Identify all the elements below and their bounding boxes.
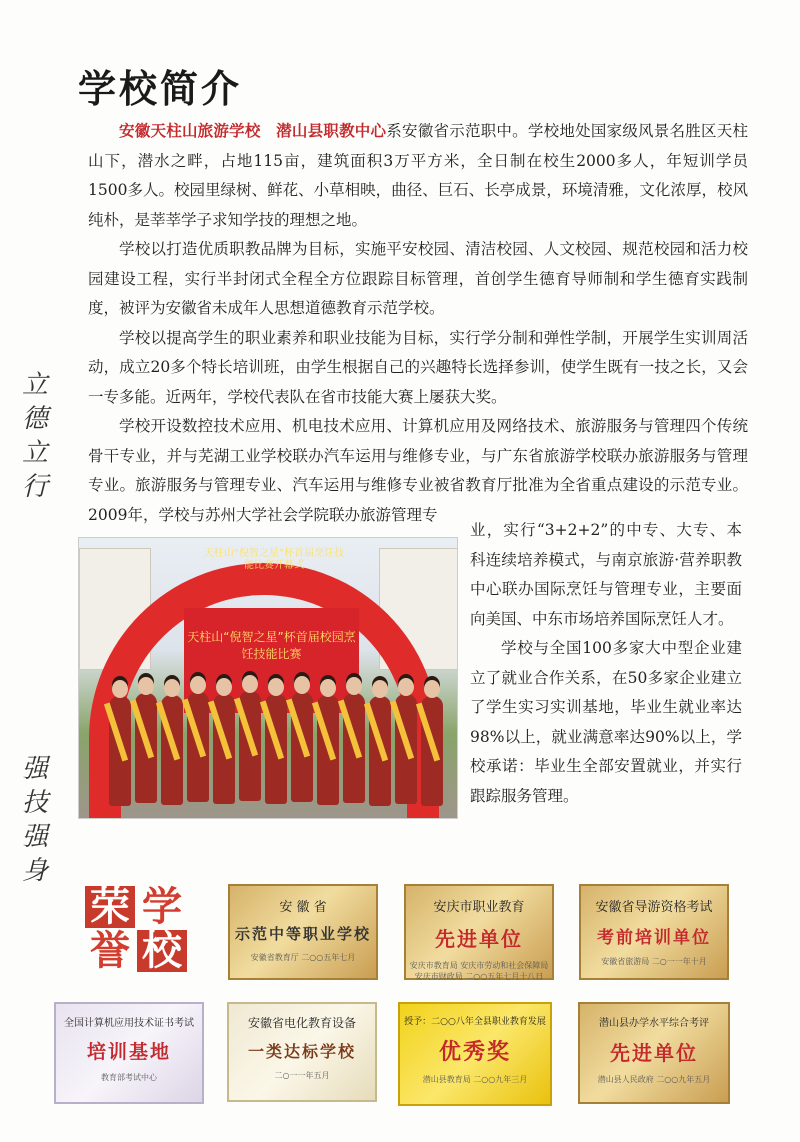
intro-text <box>88 116 748 530</box>
paragraph-4-continued: 业，实行“3+2+2”的中专、大专、本科连续培养模式，与南京旅游·营养职教中心联办国际烹饪与管理专业，主要面向美国、中东市场培养国际烹饪人才。 <box>470 521 742 628</box>
paragraph-3: 学校以提高学生的职业素养和职业技能为目标，实行学分制和弹性学制，开展学生实训周活动，成立20多个特长培训班，由学生根据自己的兴趣特长选择参训，使学生既有一技之长，又会一专多能。近两年，学校代表队在省市技能大赛上屡获大奖。 <box>88 328 748 406</box>
page-title: 学校简介 <box>78 67 243 111</box>
student <box>395 694 417 804</box>
student <box>109 696 131 806</box>
ceremony-photo <box>78 537 458 819</box>
side-text <box>470 516 742 811</box>
student <box>161 695 183 805</box>
seal-char: 学 <box>142 884 182 930</box>
paragraph-4: 学校开设数控技术应用、机电技术应用、计算机应用及网络技术、旅游服务与管理四个传统骨干专业，并与芜湖工业学校联办汽车运用与维修专业，与广东省旅游学校联办旅游服务与管理专业。旅游服务与管理专业、汽车运用与维修专业被省教育厅批准为全省重点建设的示范专业。2009年，学校与苏州大学社会学院联办旅游管理专 <box>88 417 748 524</box>
paragraph-1 <box>88 116 748 235</box>
stage-banner: 天柱山“倪智之星”杯首届校园烹饪技能比赛 <box>184 608 359 713</box>
side-motto-top: 立德立行 <box>21 370 48 502</box>
seal-char: 荣 <box>85 886 135 928</box>
school-name-1: 安徽天柱山旅游学校 <box>119 121 261 140</box>
paragraph-1-text: 系安徽省示范职中。学校地处国家级风景名胜区天柱山下，潜水之畔，占地115亩，建筑面积3万平方米，全日制在校生2000多人，年短训学员1500多人。校园里绿树、鲜花、小草相映，曲径、巨石、长亭成景，环境清雅，文化浓厚，校风纯朴，是莘莘学子求知学技的理想之地。 <box>88 122 748 229</box>
award-plaque: 安徽省电化教育设备 一类达标学校 二○一一年五月 <box>227 1002 377 1102</box>
paragraph-5: 学校与全国100多家大中型企业建立了就业合作关系，在50多家企业建立了学生实习实训基地，毕业生就业率达98%以上，就业满意率达90%以上，学校承诺：毕业生全部安置就业，并实行跟踪服务管理。 <box>470 639 742 805</box>
student <box>317 695 339 805</box>
student <box>369 696 391 806</box>
seal-char: 校 <box>137 930 187 972</box>
award-plaque: 安 徽 省 示范中等职业学校 安徽省教育厅 二○○五年七月 <box>228 884 378 980</box>
award-plaque: 安徽省导游资格考试 考前培训单位 安徽省旅游局 二○一一年十月 <box>579 884 729 980</box>
student <box>187 692 209 802</box>
award-plaque: 潜山县办学水平综合考评 先进单位 潜山县人民政府 二○○九年五月 <box>578 1002 730 1104</box>
student <box>421 696 443 806</box>
student <box>135 693 157 803</box>
student <box>239 691 261 801</box>
paragraph-2: 学校以打造优质职教品牌为目标，实施平安校园、清洁校园、人文校园、规范校园和活力校园建设工程，实行半封闭式全程全方位跟踪目标管理，首创学生德育导师制和学生德育实践制度，被评为安徽省未成年人思想道德教育示范学校。 <box>88 240 748 317</box>
student <box>343 693 365 803</box>
award-plaque: 授予：二○○八年全县职业教育发展 优秀奖 潜山县教育局 二○○九年三月 <box>398 1002 552 1106</box>
student <box>265 694 287 804</box>
honor-seal <box>77 884 193 974</box>
student <box>291 692 313 802</box>
seal-char: 誉 <box>90 928 130 974</box>
student <box>213 694 235 804</box>
award-plaque: 全国计算机应用技术证书考试 培训基地 教育部考试中心 <box>54 1002 204 1104</box>
school-name-2: 潜山县职教中心 <box>276 121 387 140</box>
side-motto-bottom: 强技强身 <box>21 754 48 886</box>
arch-text: 天柱山“倪智之星”杯首届烹饪技能比赛开幕式 <box>203 548 345 571</box>
award-plaque: 安庆市职业教育 先进单位 安庆市教育局 安庆市劳动和社会保障局 安庆市财政局 二○○五年七月十八日 <box>404 884 554 980</box>
